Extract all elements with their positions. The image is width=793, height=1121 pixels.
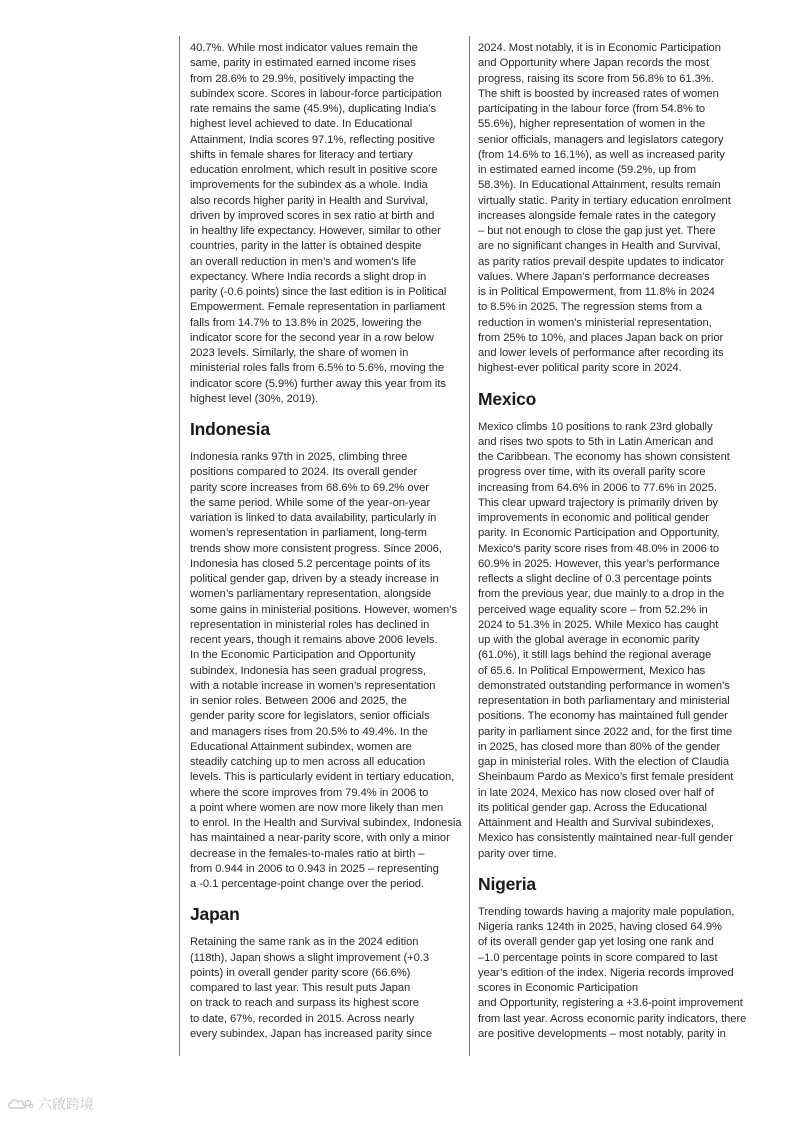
text-line: steadily catching up to men across all education xyxy=(190,756,426,768)
text-line: from last year. Across economic parity indicators, there xyxy=(478,1012,747,1025)
text-line: Trending towards having a majority male population, xyxy=(478,905,735,918)
text-line: positions. The economy has maintained full gender xyxy=(478,710,728,723)
text-line: every subindex, Japan has increased parity since xyxy=(190,1027,432,1040)
text-line: ministerial roles falls from 6.5% to 5.6%, moving the xyxy=(190,362,445,375)
text-line: Nigeria ranks 124th in 2025, having closed 64.9% xyxy=(478,921,722,933)
text-line: This clear upward trajectory is primarily driven by xyxy=(478,496,718,509)
text-line: 2024. Most notably, it is in Economic Participation xyxy=(478,42,721,54)
text-line: Sheinbaum Pardo as Mexico’s first female president xyxy=(478,771,734,784)
text-line: indicator score (5.9%) further away this year from its xyxy=(190,377,446,390)
text-line: parity over time. xyxy=(478,847,557,860)
text-line: demonstrated outstanding performance in women’s xyxy=(478,679,730,692)
text-line: variation is linked to data availability, particularly in xyxy=(190,512,437,524)
mexico-paragraph xyxy=(478,420,750,862)
left-column-rule xyxy=(179,36,180,1056)
text-line: the same period. While some of the year-on-year xyxy=(190,496,431,509)
text-line: of its overall gender gap yet losing one rank and xyxy=(478,936,714,949)
text-line: – but not enough to close the gap just yet. There xyxy=(478,225,716,237)
text-line: (118th), Japan shows a slight improvement (+0.3 xyxy=(190,951,430,964)
text-line: 60.9% in 2025. However, this year’s performance xyxy=(478,557,720,570)
text-line: Mexico climbs 10 positions to rank 23rd globally xyxy=(478,420,713,433)
text-line: increases alongside female rates in the category xyxy=(478,209,716,222)
text-line: reflects a slight decline of 0.3 percentage points xyxy=(478,573,712,585)
text-line: improvements for the subindex as a whole. India xyxy=(190,179,428,192)
text-line: parity. In Economic Participation and Opportunity, xyxy=(478,527,720,540)
text-line: improvements in economic and political gender xyxy=(478,512,709,524)
nigeria-paragraph xyxy=(478,905,750,1042)
japan-heading: Japan xyxy=(190,904,240,925)
text-line: are positive developments – most notably, parity in xyxy=(478,1027,726,1040)
text-line: Indonesia ranks 97th in 2025, climbing three xyxy=(190,451,408,463)
right-column xyxy=(478,41,750,1042)
text-line: and Opportunity, registering a +3.6-point improvement xyxy=(478,997,743,1010)
text-line: gender parity score for legislators, senior officials xyxy=(190,710,430,723)
text-line: is in Political Empowerment, from 11.8% in 2024 xyxy=(478,286,715,298)
indonesia-heading: Indonesia xyxy=(190,419,270,439)
text-line: in late 2024, Mexico has now closed over half of xyxy=(478,786,714,799)
text-line: the Caribbean. The economy has shown consistent xyxy=(478,451,730,463)
text-line: education enrolment, which result in positive score xyxy=(190,164,438,176)
text-line: highest-ever political parity score in 2024. xyxy=(478,362,682,375)
text-line: Educational Attainment subindex, women are xyxy=(190,740,412,753)
text-line: in 2025, has closed more than 80% of the gender xyxy=(478,740,721,753)
text-line: women’s representation in parliament, long-term xyxy=(190,527,427,540)
text-line: Attainment, India scores 97.1%, reflecting positive xyxy=(190,133,435,146)
text-line: scores in Economic Participation xyxy=(478,982,639,994)
text-line: and Opportunity where Japan records the most xyxy=(478,57,710,70)
text-line: increasing from 64.6% in 2006 to 77.6% in 2025. xyxy=(478,481,717,494)
text-line: in senior roles. Between 2006 and 2025, the xyxy=(190,695,407,707)
text-line: 2023 levels. Similarly, the share of women in xyxy=(190,347,409,359)
text-line: some gains in ministerial positions. However, women’s xyxy=(190,603,458,616)
japan-paragraph xyxy=(190,935,462,1042)
text-line: representation in ministerial roles has declined in xyxy=(190,618,430,631)
text-line: an overall reduction in men’s and women’s life xyxy=(190,255,417,268)
text-line: driven by improved scores in sex ratio at birth and xyxy=(190,209,435,222)
text-line: Retaining the same rank as in the 2024 edition xyxy=(190,936,419,949)
text-line: (61.0%), it still lags behind the regional average xyxy=(478,649,712,662)
text-line: shifts in female shares for literacy and tertiary xyxy=(190,148,413,161)
japan-continued-paragraph xyxy=(478,41,750,377)
text-line: trends show more consistent progress. Since 2006, xyxy=(190,542,442,555)
text-line: senior officials, managers and legislators category xyxy=(478,133,724,146)
text-line: from 0.944 in 2006 to 0.943 in 2025 – representing xyxy=(190,862,439,875)
text-line: parity in parliament since 2022 and, for the first time xyxy=(478,725,733,738)
text-line: progress, raising its score from 56.8% to 61.3%. xyxy=(478,72,714,85)
text-line: compared to last year. This result puts Japan xyxy=(190,982,411,994)
text-line: from 28.6% to 29.9%, positively impacting the xyxy=(190,72,415,85)
text-line: a point where women are now more likely than men xyxy=(190,801,444,814)
text-line: parity (-0.6 points) since the last edition is in Political xyxy=(190,286,447,298)
text-line: representation in both parliamentary and ministerial xyxy=(478,695,730,707)
text-line: The shift is boosted by increased rates of women xyxy=(478,87,719,100)
text-line: positions compared to 2024. Its overall gender xyxy=(190,466,418,479)
text-line: 55.6%), higher representation of women in the xyxy=(478,118,706,131)
text-line: its political gender gap. Across the Educational xyxy=(478,801,707,814)
text-line: falls from 14.7% to 13.8% in 2025, lowering the xyxy=(190,316,422,329)
text-line: progress over time, with its overall parity score xyxy=(478,466,706,479)
text-line: on track to reach and surpass its highest score xyxy=(190,997,419,1010)
text-line: of 65.6. In Political Empowerment, Mexico has xyxy=(478,664,706,677)
text-line: 40.7%. While most indicator values remain the xyxy=(190,42,418,54)
text-line: (from 14.6% to 16.1%), as well as increased parity xyxy=(478,148,725,161)
text-line: decrease in the females-to-males ratio at birth – xyxy=(190,847,425,860)
text-line: from 25% to 10%, and places Japan back on prior xyxy=(478,331,724,344)
text-line: levels. This is particularly evident in tertiary education, xyxy=(190,771,455,784)
text-line: perceived wage equality score – from 52.2% in xyxy=(478,603,708,616)
text-line: same, parity in estimated earned income rises xyxy=(190,57,416,70)
text-line: participating in the labour force (from 54.8% to xyxy=(478,103,706,115)
text-line: expectancy. Where India records a slight drop in xyxy=(190,270,427,283)
text-line: highest level (30%, 2019). xyxy=(190,392,319,405)
text-line: virtually static. Parity in tertiary education enrolment xyxy=(478,194,731,207)
india-paragraph xyxy=(190,41,462,407)
text-line: Mexico’s parity score rises from 48.0% in 2006 to xyxy=(478,542,720,555)
left-column xyxy=(190,41,462,1042)
text-line: and lower levels of performance after recording its xyxy=(478,347,724,359)
text-line: where the score improves from 79.4% in 2006 to xyxy=(190,786,429,799)
text-line: are no significant changes in Health and Survival, xyxy=(478,240,721,253)
text-line: countries, parity in the latter is obtained despite xyxy=(190,240,422,253)
text-line: also records higher parity in Health and Survival, xyxy=(190,194,429,207)
text-line: to date, 67%, recorded in 2015. Across nearly xyxy=(190,1012,415,1025)
text-line: highest level achieved to date. In Educational xyxy=(190,118,413,131)
text-line: has maintained a near-parity score, with only a minor xyxy=(190,832,450,845)
text-line: with a notable increase in women’s representation xyxy=(190,679,436,692)
text-line: and managers rises from 20.5% to 49.4%. In the xyxy=(190,725,428,738)
text-line: Mexico has consistently maintained near-full gender xyxy=(478,832,733,845)
cloud-logo-icon xyxy=(8,1097,34,1111)
text-line: in healthy life expectancy. However, similar to other xyxy=(190,225,441,237)
text-line: 2024 to 51.3% in 2025. While Mexico has caught xyxy=(478,618,719,631)
text-line: to enrol. In the Health and Survival subindex, Indonesia xyxy=(190,817,462,829)
text-line: rate remains the same (45.9%), duplicating India’s xyxy=(190,103,437,115)
text-line: subindex score. Scores in labour-force participation xyxy=(190,87,442,100)
text-line: women’s parliamentary representation, alongside xyxy=(190,588,432,601)
watermark xyxy=(8,1094,94,1114)
nigeria-heading: Nigeria xyxy=(478,873,536,894)
watermark-text: 六啟跨境 xyxy=(38,1096,94,1112)
mexico-heading: Mexico xyxy=(478,388,537,409)
text-line: Attainment and Health and Survival subindexes, xyxy=(478,817,714,829)
text-line: gap in ministerial roles. With the election of Claudia xyxy=(478,756,730,768)
text-line: 58.3%). In Educational Attainment, results remain xyxy=(478,179,721,192)
text-line: as parity ratios prevail despite updates to indicator xyxy=(478,255,725,268)
text-line: recent years, though it remains above 2006 levels. xyxy=(190,634,438,646)
text-line: reduction in women’s ministerial representation, xyxy=(478,316,712,329)
text-line: indicator score for the second year in a row below xyxy=(190,331,434,344)
text-line: and rises two spots to 5th in Latin American and xyxy=(478,435,714,448)
text-line: up with the global average in economic parity xyxy=(478,634,700,646)
text-line: a -0.1 percentage-point change over the period. xyxy=(190,878,424,890)
text-line: year’s edition of the index. Nigeria records improved xyxy=(478,966,734,979)
text-line: to 8.5% in 2025. The regression stems from a xyxy=(478,301,702,314)
text-line: values. Where Japan’s performance decreases xyxy=(478,270,710,283)
text-line: political gender gap, driven by a steady increase in xyxy=(190,573,439,585)
text-line: points) in overall gender parity score (66.6%) xyxy=(190,966,411,979)
text-line: parity score increases from 68.6% to 69.2% over xyxy=(190,481,429,494)
center-column-rule xyxy=(469,36,470,1056)
text-line: in estimated earned income (59.2%, up from xyxy=(478,164,697,176)
text-line: –1.0 percentage points in score compared to last xyxy=(478,951,718,964)
indonesia-paragraph xyxy=(190,450,462,892)
text-line: from the previous year, due mainly to a drop in the xyxy=(478,588,725,601)
text-line: Indonesia has closed 5.2 percentage points of its xyxy=(190,557,431,570)
text-line: Empowerment. Female representation in parliament xyxy=(190,301,446,314)
text-line: In the Economic Participation and Opportunity xyxy=(190,649,416,662)
text-line: subindex, Indonesia has seen gradual progress, xyxy=(190,664,426,677)
